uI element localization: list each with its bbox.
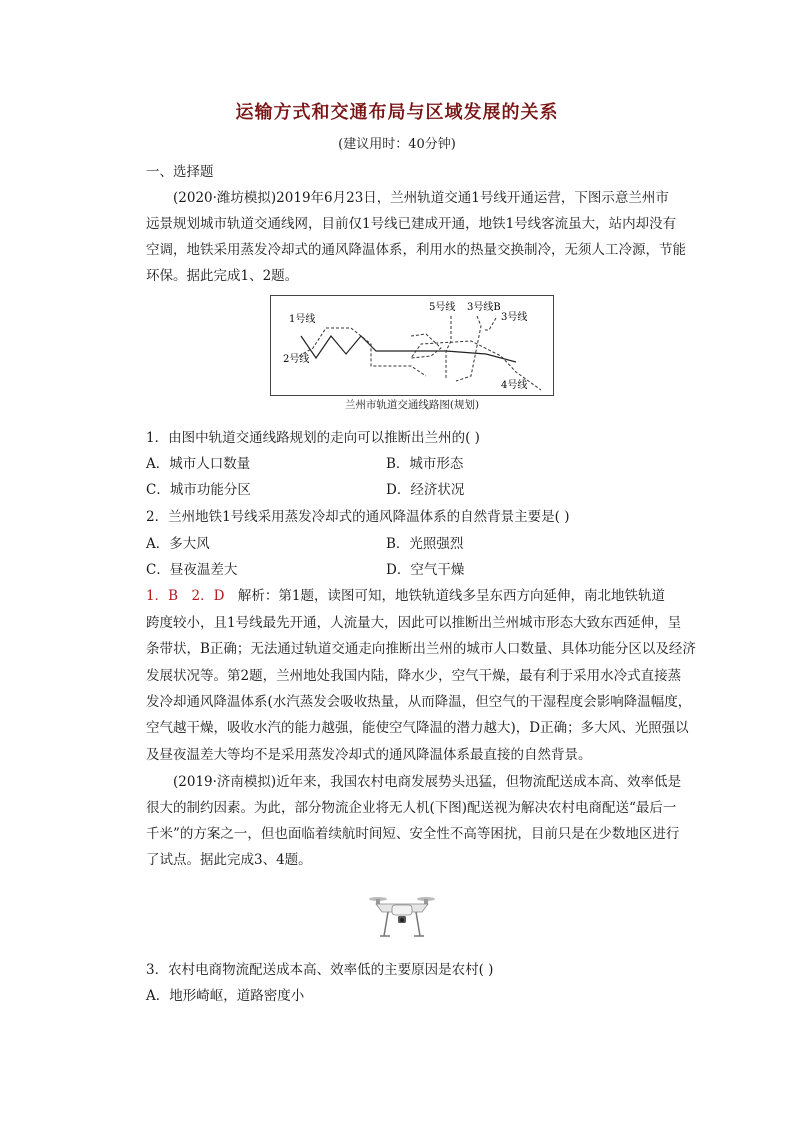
- explanation-line: 条带状，B正确；无法通过轨道交通走向推断出兰州的城市人口数量、具体功能分区以及经济: [146, 641, 696, 657]
- q1-option-c: C．城市功能分区: [146, 482, 251, 498]
- question-1-stem: 1．由图中轨道交通线路规划的走向可以推断出兰州的( ): [146, 430, 480, 446]
- explanation-line: 发冷却通风降温体系(水汽蒸发会吸收热量，从而降温，但空气的干湿程度会影响降温幅度，: [146, 694, 692, 710]
- explanation-line: 发展状况等。第2题，兰州地处我国内陆，降水少，空气干燥，最有利于采用水冷式直接蒸: [146, 668, 682, 684]
- figure-caption: 兰州市轨道交通线路图(规划): [344, 399, 480, 411]
- q2-option-d: D．空气干燥: [386, 562, 465, 578]
- explanation-line: 及昼夜温差大等均不是采用蒸发冷却式的通风降温体系最直接的自然背景。: [146, 747, 592, 763]
- passage1-line: (2020·潍坊模拟)2019年6月23日，兰州轨道交通1号线开通运营，下图示意兰州市: [173, 190, 669, 206]
- q1-option-a: A．城市人口数量: [146, 456, 251, 472]
- label-line2: 2号线: [283, 354, 310, 365]
- line1-path: [301, 336, 516, 362]
- explanation-line: 空气越干燥，吸收水汽的能力越强，能使空气降温的潜力越大)，D正确；多大风、光照强以: [146, 720, 689, 736]
- label-line3b: 3号线B: [467, 302, 501, 313]
- explanation-line: 跨度较小，且1号线最先开通，人流量大，因此可以推断出兰州城市形态大致东西延伸，呈: [146, 615, 682, 631]
- passage2-line: 了试点。据此完成3、4题。: [146, 852, 312, 868]
- document-title: 运输方式和交通布局与区域发展的关系: [235, 102, 559, 123]
- line5-path: [446, 316, 451, 378]
- question-2-stem: 2．兰州地铁1号线采用蒸发冷却式的通风降温体系的自然背景主要是( ): [146, 509, 570, 525]
- line3b-path: [456, 316, 481, 381]
- passage1-line: 空调，地铁采用蒸发冷却式的通风降温体系，利用水的热量交换制冷，无须人工冷源，节能: [146, 242, 686, 258]
- passage1-line: 远景规划城市轨道交通线网，目前仅1号线已建成开通，地铁1号线客流虽大，站内却没有: [146, 216, 677, 232]
- q3-option-a: A．地形崎岖，道路密度小: [146, 988, 305, 1004]
- passage2-line: (2019·济南模拟)近年来，我国农村电商发展势头迅猛，但物流配送成本高、效率低是: [173, 774, 682, 790]
- q1-option-d: D．经济状况: [386, 482, 465, 498]
- answer-block-1: [146, 584, 665, 604]
- label-line1: 1号线: [289, 314, 316, 325]
- rail-map-figure: [270, 295, 554, 396]
- label-line3: 3号线: [501, 312, 528, 323]
- line3-path: [483, 318, 496, 330]
- rail-map-svg: [271, 296, 553, 395]
- explanation-line: 解析：第1题，读图可知，地铁轨道线多呈东西方向延伸，南北地铁轨道: [224, 588, 666, 604]
- q1-option-b: B．城市形态: [386, 456, 464, 472]
- q2-option-c: C．昼夜温差大: [146, 562, 238, 578]
- q2-option-a: A．多大风: [146, 536, 210, 552]
- q2-option-b: B．光照强烈: [386, 536, 464, 552]
- answer-key-1: 1．B 2．D: [146, 588, 225, 604]
- suggested-time: (建议用时：40分钟): [338, 137, 456, 152]
- line2-path: [299, 328, 426, 376]
- drone-image: [368, 890, 436, 942]
- passage2-line: 很大的制约因素。为此，部分物流企业将无人机(下图)配送视为解决农村电商配送“最后一: [146, 800, 677, 816]
- section-heading: 一、选择题: [146, 164, 214, 180]
- passage2-line: 千米”的方案之一，但也面临着续航时间短、安全性不高等困扰，目前只是在少数地区进行: [146, 826, 680, 842]
- question-3-stem: 3．农村电商物流配送成本高、效率低的主要原因是农村( ): [146, 962, 494, 978]
- label-line4: 4号线: [501, 380, 528, 391]
- passage1-line: 环保。据此完成1、2题。: [146, 268, 299, 284]
- label-line5: 5号线: [429, 302, 456, 313]
